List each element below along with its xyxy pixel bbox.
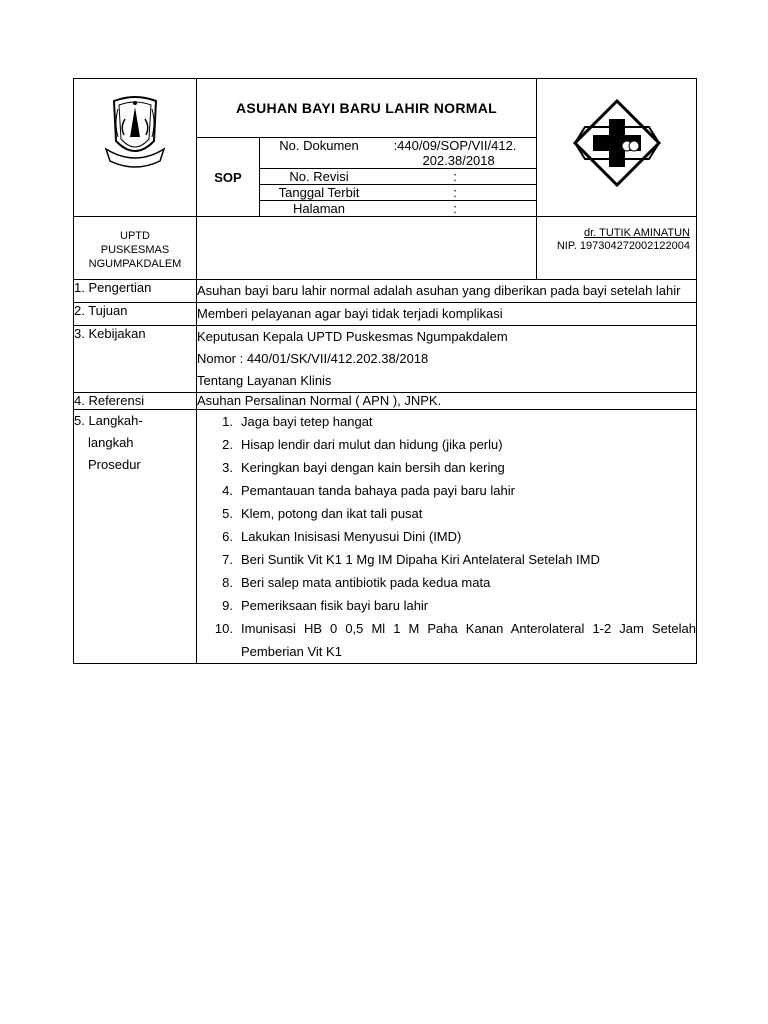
row-content (197, 393, 697, 410)
regency-emblem-icon (74, 79, 196, 202)
row-kebijakan (74, 326, 697, 393)
list-item: 10. Imunisasi HB 0 0,5 Ml 1 M Paha Kanan Anterolateral 1-2 Jam Setelah Pemberian Vit K1 (197, 617, 696, 663)
meta-key: Tanggal Terbit (278, 185, 360, 200)
row-text: Tentang Layanan Klinis (197, 373, 332, 388)
procedure-steps (197, 410, 696, 663)
row-label: 3. Kebijakan (74, 326, 197, 393)
row-text: Asuhan Persalinan Normal ( APN ), JNPK. (197, 393, 442, 408)
meta-line-dokumen (260, 138, 536, 153)
health-logo-cell (537, 79, 697, 217)
meta-value: :440/09/SOP/VII/412. (393, 138, 517, 153)
row-text: Keputusan Kepala UPTD Puskesmas Ngumpakdalem (197, 329, 508, 344)
meta-line-terbit (260, 185, 536, 201)
meta-line-revisi (260, 169, 536, 185)
list-item: 2. Hisap lendir dari mulut dan hidung (jika perlu) (197, 433, 696, 456)
meta-line-dokumen-cont (260, 153, 536, 169)
label-line: Prosedur (88, 457, 141, 472)
sop-label: SOP (197, 138, 260, 216)
signer-cell (537, 217, 697, 280)
list-item: 5. Klem, potong dan ikat tali pusat (197, 502, 696, 525)
step-text: Pemeriksaan fisik bayi baru lahir (241, 598, 429, 613)
row-content (197, 410, 697, 664)
row-content (197, 326, 697, 393)
meta-value: : (453, 185, 457, 200)
document-meta (260, 138, 536, 216)
row-text: Asuhan bayi baru lahir normal adalah asuhan yang diberikan pada bayi setelah lahir (197, 283, 681, 298)
row-content (197, 280, 697, 303)
step-text: Imunisasi HB 0 0,5 Ml 1 M Paha Kanan Anterolateral 1-2 Jam Setelah Pemberian Vit K1 (241, 621, 696, 659)
list-item: 1. Jaga bayi tetep hangat (197, 410, 696, 433)
signer-name: dr. TUTIK AMINATUN (584, 227, 690, 239)
row-prosedur (74, 410, 697, 664)
meta-key: Halaman (292, 201, 346, 216)
meta-key: No. Dokumen (279, 138, 359, 153)
org-line: NGUMPAKDALEM (88, 258, 182, 270)
regency-logo-cell (74, 79, 197, 217)
row-text: Nomor : 440/01/SK/VII/412.202.38/2018 (197, 351, 429, 366)
puskesmas-cross-icon (537, 79, 697, 202)
list-item: 7. Beri Suntik Vit K1 1 Mg IM Dipaha Kiri Antelateral Setelah IMD (197, 548, 696, 571)
row-label: 1. Pengertian (74, 280, 197, 303)
meta-value: : (453, 169, 457, 184)
row-referensi (74, 393, 697, 410)
step-text: Keringkan bayi dengan kain bersih dan kering (241, 460, 505, 475)
list-item: 8. Beri salep mata antibiotik pada kedua mata (197, 571, 696, 594)
row-text: Memberi pelayanan agar bayi tidak terjadi komplikasi (197, 306, 503, 321)
org-name (74, 217, 196, 271)
row-pengertian (74, 280, 697, 303)
signer-nip: NIP. 197304272002122004 (556, 240, 690, 252)
title-meta-cell (197, 79, 537, 217)
meta-key: No. Revisi (289, 169, 349, 184)
meta-value: 202.38/2018 (415, 153, 495, 168)
step-text: Hisap lendir dari mulut dan hidung (jika perlu) (241, 437, 503, 452)
org-line: UPTD (120, 230, 150, 242)
step-text: Jaga bayi tetep hangat (241, 414, 373, 429)
row-content (197, 303, 697, 326)
step-text: Beri Suntik Vit K1 1 Mg IM Dipaha Kiri Antelateral Setelah IMD (241, 552, 600, 567)
label-line: langkah (88, 435, 134, 450)
sop-block (197, 137, 536, 216)
meta-value: : (453, 201, 457, 216)
step-text: Lakukan Inisisasi Menyusui Dini (IMD) (241, 529, 462, 544)
list-item: 9. Pemeriksaan fisik bayi baru lahir (197, 594, 696, 617)
meta-line-halaman (260, 201, 536, 216)
org-line: PUSKESMAS (100, 244, 170, 256)
list-item: 3. Keringkan bayi dengan kain bersih dan kering (197, 456, 696, 479)
list-item: 4. Pemantauan tanda bahaya pada payi baru lahir (197, 479, 696, 502)
sop-document (73, 78, 696, 664)
document-title: ASUHAN BAYI BARU LAHIR NORMAL (236, 100, 497, 116)
org-cell (74, 217, 197, 280)
step-text: Beri salep mata antibiotik pada kedua mata (241, 575, 491, 590)
signer-block (537, 217, 696, 253)
row-label (74, 410, 197, 664)
meta-key (264, 153, 374, 168)
step-text: Pemantauan tanda bahaya pada payi baru lahir (241, 483, 515, 498)
sop-table (73, 78, 697, 664)
step-text: Klem, potong dan ikat tali pusat (241, 506, 423, 521)
row-tujuan (74, 303, 697, 326)
blank-cell (197, 217, 537, 280)
row-label: 4. Referensi (74, 393, 197, 410)
row-label: 2. Tujuan (74, 303, 197, 326)
label-line: 5. Langkah- (74, 413, 143, 428)
list-item: 6. Lakukan Inisisasi Menyusui Dini (IMD) (197, 525, 696, 548)
